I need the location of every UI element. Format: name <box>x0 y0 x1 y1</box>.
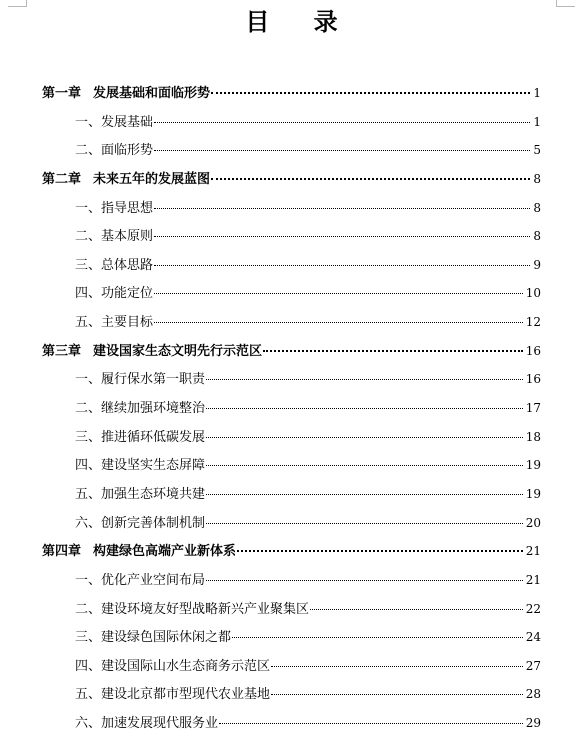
dot-leader <box>206 494 523 495</box>
dot-leader <box>154 293 523 294</box>
dot-leader <box>263 350 523 352</box>
toc-entry-title: 四、建设国际山水生态商务示范区 <box>75 658 271 674</box>
toc-page-number: 24 <box>525 630 541 645</box>
toc-page-number: 19 <box>525 458 541 473</box>
toc-section-entry[interactable] <box>0 136 583 165</box>
dot-leader <box>310 609 523 610</box>
dot-leader <box>154 236 530 237</box>
toc-entry-title: 六、加速发展现代服务业 <box>75 716 219 732</box>
toc-entry-title: 三、总体思路 <box>75 257 154 273</box>
toc-entry-heading <box>42 166 210 195</box>
chapter-number: 第一章 <box>42 86 82 101</box>
toc-chapter-entry[interactable] <box>0 79 583 108</box>
toc-section-entry[interactable] <box>0 680 583 709</box>
toc-entry-heading <box>42 338 262 367</box>
toc-page-number: 17 <box>525 401 541 416</box>
toc-entry-heading <box>75 710 218 739</box>
page-title: 目 录 <box>245 8 356 36</box>
toc-page-number: 9 <box>533 257 541 272</box>
dot-leader <box>154 122 530 123</box>
toc-page-number: 29 <box>525 716 541 731</box>
toc-entry-title: 五、加强生态环境共建 <box>75 486 206 502</box>
toc-section-entry[interactable] <box>0 279 583 308</box>
toc-entry-title: 一、履行保水第一职责 <box>75 372 206 388</box>
dot-leader <box>211 92 530 94</box>
dot-leader <box>154 322 523 323</box>
toc-entry-heading <box>75 109 153 138</box>
toc-chapter-entry[interactable] <box>0 337 583 366</box>
toc-entry-heading <box>75 567 205 596</box>
toc-entry-title: 三、推进循环低碳发展 <box>75 429 206 445</box>
toc-entry-title: 二、基本原则 <box>75 229 154 245</box>
toc-entry-title: 四、功能定位 <box>75 286 154 302</box>
toc-entry-title: 五、主要目标 <box>75 315 154 331</box>
toc-entry-title: 二、建设环境友好型战略新兴产业聚集区 <box>75 601 310 617</box>
toc-page-number: 5 <box>533 143 541 158</box>
toc-entry-title: 建设国家生态文明先行示范区 <box>93 343 263 359</box>
toc-entry-title: 构建绿色高端产业新体系 <box>93 544 237 560</box>
toc-section-entry[interactable] <box>0 394 583 423</box>
toc-section-entry[interactable] <box>0 308 583 337</box>
dot-leader <box>211 178 530 180</box>
toc-entry-heading <box>75 596 309 625</box>
toc-entry-title: 二、继续加强环境整治 <box>75 401 206 417</box>
toc-entry-heading <box>75 395 205 424</box>
toc-entry-title: 一、优化产业空间布局 <box>75 572 206 588</box>
toc-entry-title: 三、建设绿色国际休闲之都 <box>75 630 232 646</box>
toc-entry-title: 四、建设坚实生态屏障 <box>75 458 206 474</box>
toc-entry-heading <box>75 424 205 453</box>
toc-section-entry[interactable] <box>0 108 583 137</box>
toc-section-entry[interactable] <box>0 251 583 280</box>
toc-chapter-entry[interactable] <box>0 165 583 194</box>
dot-leader <box>271 666 523 667</box>
toc-entry-title: 六、创新完善体制机制 <box>75 515 206 531</box>
toc-section-entry[interactable] <box>0 480 583 509</box>
toc-entry-heading <box>75 481 205 510</box>
toc-section-entry[interactable] <box>0 652 583 681</box>
toc-section-entry[interactable] <box>0 509 583 538</box>
dot-leader <box>219 723 523 724</box>
toc-page-number: 28 <box>525 687 541 702</box>
dot-leader <box>206 408 523 409</box>
chapter-number: 第四章 <box>42 544 82 560</box>
toc-page-number: 22 <box>525 601 541 616</box>
dot-leader <box>154 208 530 209</box>
toc-entry-heading <box>42 538 236 567</box>
table-of-contents <box>0 79 583 738</box>
toc-entry-heading <box>75 195 153 224</box>
toc-entry-heading <box>75 510 205 539</box>
toc-page-number: 27 <box>525 658 541 673</box>
toc-page-number: 18 <box>525 429 541 444</box>
toc-entry-heading <box>75 309 153 338</box>
toc-section-entry[interactable] <box>0 222 583 251</box>
toc-entry-heading <box>75 681 270 710</box>
toc-entry-heading <box>75 280 153 309</box>
toc-section-entry[interactable] <box>0 566 583 595</box>
dot-leader <box>206 379 523 380</box>
dot-leader <box>232 637 523 638</box>
dot-leader <box>206 465 523 466</box>
toc-entry-heading <box>75 137 153 166</box>
dot-leader <box>154 150 530 151</box>
toc-entry-heading <box>42 80 210 109</box>
toc-page-number: 21 <box>525 544 541 559</box>
toc-entry-heading <box>75 624 231 653</box>
toc-page-number: 1 <box>533 114 541 129</box>
toc-page-number: 19 <box>525 486 541 501</box>
toc-page-number: 10 <box>525 286 541 301</box>
toc-section-entry[interactable] <box>0 423 583 452</box>
toc-page-number: 8 <box>533 171 541 186</box>
toc-page-number: 21 <box>525 572 541 587</box>
toc-entry-title: 发展基础和面临形势 <box>93 86 211 101</box>
toc-entry-title: 五、建设北京都市型现代农业基地 <box>75 687 271 703</box>
chapter-number: 第三章 <box>42 343 82 359</box>
toc-section-entry[interactable] <box>0 194 583 223</box>
toc-section-entry[interactable] <box>0 709 583 738</box>
toc-entry-heading <box>75 366 205 395</box>
toc-entry-heading <box>75 653 270 682</box>
toc-entry-heading <box>75 452 205 481</box>
toc-entry-title: 一、发展基础 <box>75 114 154 130</box>
dot-leader <box>237 550 523 552</box>
toc-page-number: 1 <box>533 86 541 100</box>
toc-chapter-entry[interactable] <box>0 537 583 566</box>
toc-section-entry[interactable] <box>0 595 583 624</box>
toc-entry-heading <box>75 223 153 252</box>
dot-leader <box>206 523 523 524</box>
toc-page-number: 16 <box>525 343 541 358</box>
toc-page-number: 20 <box>525 515 541 530</box>
toc-entry-title: 二、面临形势 <box>75 143 154 159</box>
toc-entry-title: 一、指导思想 <box>75 200 154 216</box>
toc-page-number: 16 <box>525 372 541 387</box>
dot-leader <box>206 580 523 581</box>
toc-entry-heading <box>75 252 153 281</box>
toc-page-number: 8 <box>533 200 541 215</box>
toc-page-number: 12 <box>525 315 541 330</box>
toc-section-entry[interactable] <box>0 623 583 652</box>
chapter-number: 第二章 <box>42 171 82 187</box>
toc-section-entry[interactable] <box>0 451 583 480</box>
toc-section-entry[interactable] <box>0 365 583 394</box>
dot-leader <box>154 265 530 266</box>
dot-leader <box>271 694 523 695</box>
dot-leader <box>206 437 523 438</box>
toc-page-number: 8 <box>533 229 541 244</box>
toc-entry-title: 未来五年的发展蓝图 <box>93 171 211 187</box>
